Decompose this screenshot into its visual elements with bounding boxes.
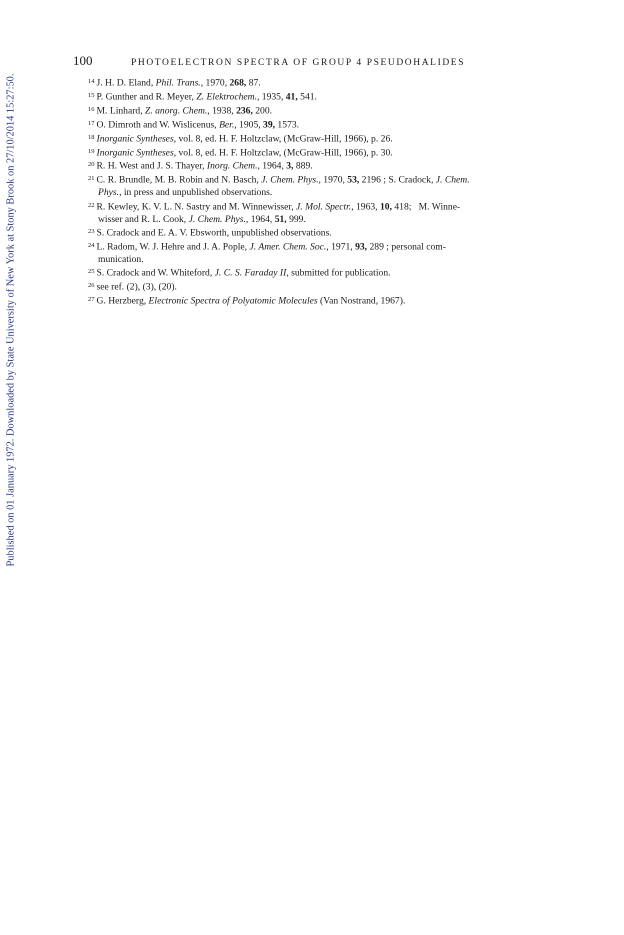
reference-number: 23 — [88, 227, 95, 235]
reference-item — [88, 280, 558, 294]
reference-item — [88, 118, 558, 132]
reference-number: 22 — [88, 201, 95, 209]
reference-text: L. Radom, W. J. Hehre and J. A. Pople, J. Amer. Chem. Soc., 1971, 93, 289 ; personal com- — [96, 241, 446, 253]
reference-text: S. Cradock and W. Whiteford, J. C. S. Faraday II, submitted for publication. — [96, 267, 391, 279]
reference-item — [88, 173, 558, 199]
reference-item — [88, 159, 558, 173]
reference-item — [88, 90, 558, 104]
reference-text: J. H. D. Eland, Phil. Trans., 1970, 268, 87. — [96, 77, 261, 89]
page-header — [73, 53, 553, 69]
reference-text: wisser and R. L. Cook, J. Chem. Phys., 1964, 51, 999. — [98, 213, 306, 225]
download-stamp — [0, 40, 22, 600]
reference-number: 20 — [88, 161, 95, 169]
reference-number: 19 — [88, 147, 95, 155]
reference-item — [88, 76, 558, 90]
reference-text: R. H. West and J. S. Thayer, Inorg. Chem., 1964, 3, 889. — [96, 160, 313, 172]
reference-item — [88, 200, 558, 226]
reference-item — [88, 266, 558, 280]
running-title: PHOTOELECTRON SPECTRA OF GROUP 4 PSEUDOHALIDES — [131, 58, 466, 68]
reference-item — [88, 240, 558, 266]
reference-item — [88, 146, 558, 160]
reference-text: Inorganic Syntheses, vol. 8, ed. H. F. Holtzclaw, (McGraw-Hill, 1966), p. 30. — [96, 147, 393, 159]
reference-text: P. Gunther and R. Meyer, Z. Elektrochem., 1935, 41, 541. — [96, 91, 317, 103]
page-number: 100 — [73, 53, 93, 68]
reference-text: C. R. Brundle, M. B. Robin and N. Basch, J. Chem. Phys., 1970, 53, 2196 ; S. Cradock, J. Chem. — [96, 174, 470, 186]
reference-text: Phys., in press and unpublished observations. — [98, 187, 273, 199]
reference-number: 14 — [88, 78, 95, 85]
reference-text: R. Kewley, K. V. L. N. Sastry and M. Winnewisser, J. Mol. Spectr., 1963, 10, 418; M. Winne- — [96, 201, 461, 213]
reference-number: 15 — [88, 91, 95, 99]
reference-item — [88, 226, 558, 240]
reference-number: 17 — [88, 119, 95, 127]
reference-text: M. Linhard, Z. anorg. Chem., 1938, 236, 200. — [96, 105, 273, 117]
reference-item — [88, 132, 558, 146]
reference-text: O. Dimroth and W. Wislicenus, Ber., 1905, 39, 1573. — [96, 119, 300, 131]
reference-number: 26 — [88, 282, 95, 290]
download-stamp-text: Published on 01 January 1972. Downloaded by State University of New York at Stony Brook on 27/10/2014 15:27:50. — [5, 73, 17, 567]
reference-item — [88, 294, 558, 308]
reference-item — [88, 104, 558, 118]
reference-number: 27 — [88, 296, 95, 303]
reference-number: 16 — [88, 105, 95, 113]
reference-number: 24 — [88, 241, 95, 249]
reference-text: Inorganic Syntheses, vol. 8, ed. H. F. Holtzclaw, (McGraw-Hill, 1966), p. 26. — [96, 133, 393, 145]
reference-text: munication. — [98, 253, 144, 265]
reference-number: 21 — [88, 175, 95, 183]
reference-list — [88, 76, 558, 308]
reference-number: 18 — [88, 133, 95, 141]
reference-text: see ref. (2), (3), (20). — [96, 281, 177, 293]
reference-number: 25 — [88, 268, 95, 276]
reference-text: S. Cradock and E. A. V. Ebsworth, unpublished observations. — [96, 227, 332, 239]
reference-text: G. Herzberg, Electronic Spectra of Polyatomic Molecules (Van Nostrand, 1967). — [96, 295, 406, 307]
